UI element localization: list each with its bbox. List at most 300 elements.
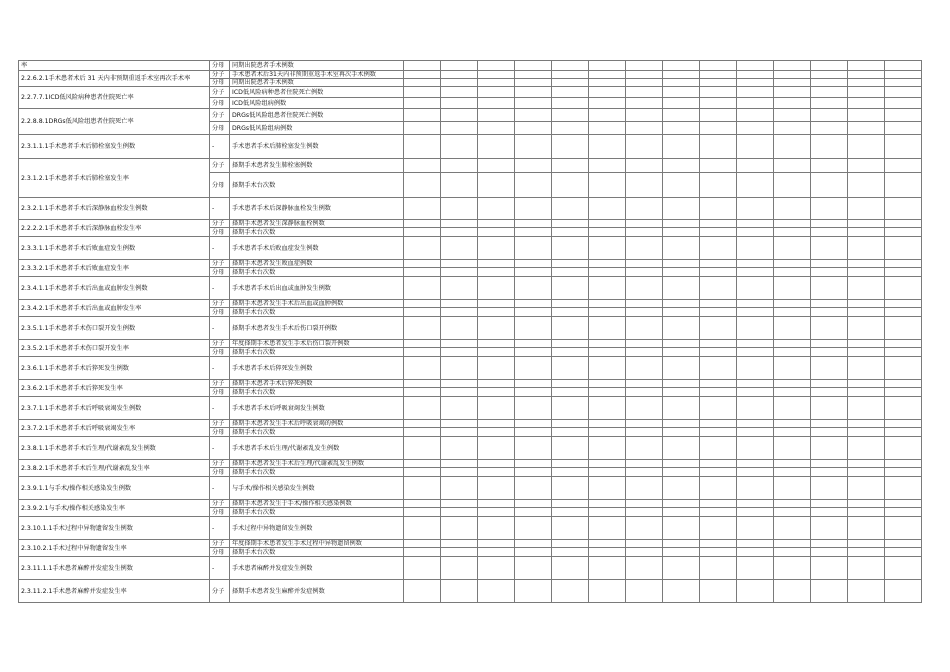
data-cell[interactable] bbox=[663, 300, 700, 308]
fraction-part-cell[interactable]: 分母 bbox=[210, 388, 230, 397]
data-cell[interactable] bbox=[700, 468, 737, 477]
data-cell[interactable] bbox=[441, 380, 478, 388]
data-cell[interactable] bbox=[441, 173, 478, 198]
data-cell[interactable] bbox=[737, 317, 774, 340]
data-cell[interactable] bbox=[811, 500, 848, 508]
data-cell[interactable] bbox=[441, 460, 478, 468]
data-cell[interactable] bbox=[589, 468, 626, 477]
data-cell[interactable] bbox=[700, 548, 737, 557]
data-cell[interactable] bbox=[515, 380, 552, 388]
data-cell[interactable] bbox=[478, 135, 515, 159]
data-cell[interactable] bbox=[663, 508, 700, 517]
data-cell[interactable] bbox=[589, 340, 626, 348]
data-cell[interactable] bbox=[441, 277, 478, 300]
data-cell[interactable] bbox=[848, 71, 885, 79]
data-cell[interactable] bbox=[626, 477, 663, 500]
data-cell[interactable] bbox=[885, 173, 922, 198]
data-cell[interactable] bbox=[589, 397, 626, 420]
data-cell[interactable] bbox=[404, 548, 441, 557]
indicator-cell[interactable]: 2.3.9.1.1与手术/操作相关感染发生例数 bbox=[19, 477, 210, 500]
data-cell[interactable] bbox=[774, 308, 811, 317]
data-cell[interactable] bbox=[441, 580, 478, 603]
data-cell[interactable] bbox=[663, 557, 700, 580]
data-cell[interactable] bbox=[404, 380, 441, 388]
data-cell[interactable] bbox=[552, 98, 589, 109]
data-cell[interactable] bbox=[885, 380, 922, 388]
data-cell[interactable] bbox=[774, 540, 811, 548]
data-cell[interactable] bbox=[515, 388, 552, 397]
data-cell[interactable] bbox=[441, 300, 478, 308]
data-cell[interactable] bbox=[478, 277, 515, 300]
data-cell[interactable] bbox=[626, 380, 663, 388]
data-cell[interactable] bbox=[885, 260, 922, 268]
data-cell[interactable] bbox=[552, 517, 589, 540]
data-cell[interactable] bbox=[589, 268, 626, 277]
data-cell[interactable] bbox=[663, 122, 700, 135]
data-cell[interactable] bbox=[441, 317, 478, 340]
data-cell[interactable] bbox=[626, 357, 663, 380]
data-cell[interactable] bbox=[737, 548, 774, 557]
data-cell[interactable] bbox=[848, 220, 885, 228]
data-cell[interactable] bbox=[552, 357, 589, 380]
data-cell[interactable] bbox=[589, 548, 626, 557]
description-cell[interactable]: DRGs低风险组患者住院死亡例数 bbox=[230, 109, 404, 122]
data-cell[interactable] bbox=[700, 159, 737, 173]
description-cell[interactable]: 手术患者手术后败血症发生例数 bbox=[230, 237, 404, 260]
data-cell[interactable] bbox=[737, 348, 774, 357]
data-cell[interactable] bbox=[663, 460, 700, 468]
data-cell[interactable] bbox=[478, 548, 515, 557]
fraction-part-cell[interactable]: 分母 bbox=[210, 548, 230, 557]
data-cell[interactable] bbox=[848, 300, 885, 308]
data-cell[interactable] bbox=[700, 98, 737, 109]
data-cell[interactable] bbox=[737, 109, 774, 122]
data-cell[interactable] bbox=[404, 237, 441, 260]
data-cell[interactable] bbox=[404, 540, 441, 548]
data-cell[interactable] bbox=[626, 87, 663, 98]
data-cell[interactable] bbox=[552, 71, 589, 79]
data-cell[interactable] bbox=[626, 228, 663, 237]
data-cell[interactable] bbox=[552, 437, 589, 460]
data-cell[interactable] bbox=[774, 517, 811, 540]
data-cell[interactable] bbox=[441, 340, 478, 348]
data-cell[interactable] bbox=[811, 477, 848, 500]
data-cell[interactable] bbox=[848, 79, 885, 87]
data-cell[interactable] bbox=[441, 477, 478, 500]
data-cell[interactable] bbox=[478, 300, 515, 308]
data-cell[interactable] bbox=[700, 79, 737, 87]
data-cell[interactable] bbox=[404, 260, 441, 268]
indicator-cell[interactable]: 2.3.11.2.1手术患者麻醉并发症发生率 bbox=[19, 580, 210, 603]
data-cell[interactable] bbox=[811, 380, 848, 388]
data-cell[interactable] bbox=[404, 508, 441, 517]
data-cell[interactable] bbox=[441, 557, 478, 580]
data-cell[interactable] bbox=[700, 268, 737, 277]
indicator-cell[interactable]: 2.2.8.8.1DRGs低风险组患者住院死亡率 bbox=[19, 109, 210, 135]
data-cell[interactable] bbox=[515, 79, 552, 87]
data-cell[interactable] bbox=[811, 357, 848, 380]
data-cell[interactable] bbox=[737, 228, 774, 237]
data-cell[interactable] bbox=[552, 540, 589, 548]
data-cell[interactable] bbox=[700, 348, 737, 357]
description-cell[interactable]: 手术患者麻醉并发症发生例数 bbox=[230, 557, 404, 580]
description-cell[interactable]: 择期手术患者发生手术后呼吸衰竭的例数 bbox=[230, 420, 404, 428]
data-cell[interactable] bbox=[885, 228, 922, 237]
data-cell[interactable] bbox=[774, 277, 811, 300]
data-cell[interactable] bbox=[811, 460, 848, 468]
data-cell[interactable] bbox=[737, 508, 774, 517]
data-cell[interactable] bbox=[626, 580, 663, 603]
description-cell[interactable]: 择期手术患者发生手术后出血或血肿例数 bbox=[230, 300, 404, 308]
data-cell[interactable] bbox=[848, 500, 885, 508]
data-cell[interactable] bbox=[848, 428, 885, 437]
data-cell[interactable] bbox=[626, 500, 663, 508]
data-cell[interactable] bbox=[589, 71, 626, 79]
data-cell[interactable] bbox=[885, 548, 922, 557]
data-cell[interactable] bbox=[626, 71, 663, 79]
data-cell[interactable] bbox=[441, 228, 478, 237]
indicator-cell[interactable]: 率 bbox=[19, 61, 210, 71]
data-cell[interactable] bbox=[811, 540, 848, 548]
data-cell[interactable] bbox=[589, 477, 626, 500]
data-cell[interactable] bbox=[441, 98, 478, 109]
data-cell[interactable] bbox=[848, 198, 885, 220]
fraction-part-cell[interactable]: 分子 bbox=[210, 159, 230, 173]
data-cell[interactable] bbox=[737, 198, 774, 220]
indicator-cell[interactable]: 2.3.8.1.1手术患者手术后生理/代谢紊乱发生例数 bbox=[19, 437, 210, 460]
data-cell[interactable] bbox=[737, 260, 774, 268]
data-cell[interactable] bbox=[515, 477, 552, 500]
indicator-cell[interactable]: 2.3.2.1.1手术患者手术后深静脉血栓发生例数 bbox=[19, 198, 210, 220]
description-cell[interactable]: 择期手术患者发生肺栓塞例数 bbox=[230, 159, 404, 173]
data-cell[interactable] bbox=[885, 540, 922, 548]
data-cell[interactable] bbox=[700, 87, 737, 98]
data-cell[interactable] bbox=[700, 477, 737, 500]
data-cell[interactable] bbox=[441, 109, 478, 122]
data-cell[interactable] bbox=[404, 437, 441, 460]
data-cell[interactable] bbox=[589, 228, 626, 237]
data-cell[interactable] bbox=[552, 228, 589, 237]
data-cell[interactable] bbox=[737, 340, 774, 348]
data-cell[interactable] bbox=[478, 122, 515, 135]
data-cell[interactable] bbox=[515, 468, 552, 477]
data-cell[interactable] bbox=[848, 420, 885, 428]
data-cell[interactable] bbox=[737, 460, 774, 468]
data-cell[interactable] bbox=[737, 61, 774, 71]
data-cell[interactable] bbox=[774, 109, 811, 122]
description-cell[interactable]: 手术患者术后31天内非预期重返手术室再次手术例数 bbox=[230, 71, 404, 79]
data-cell[interactable] bbox=[515, 437, 552, 460]
data-cell[interactable] bbox=[478, 340, 515, 348]
data-cell[interactable] bbox=[441, 437, 478, 460]
data-cell[interactable] bbox=[774, 159, 811, 173]
data-cell[interactable] bbox=[552, 317, 589, 340]
data-cell[interactable] bbox=[885, 79, 922, 87]
data-cell[interactable] bbox=[885, 437, 922, 460]
data-cell[interactable] bbox=[552, 79, 589, 87]
indicator-cell[interactable]: 2.3.7.2.1手术患者手术后呼吸衰竭发生率 bbox=[19, 420, 210, 437]
data-cell[interactable] bbox=[700, 388, 737, 397]
data-cell[interactable] bbox=[811, 437, 848, 460]
data-cell[interactable] bbox=[552, 420, 589, 428]
data-cell[interactable] bbox=[552, 198, 589, 220]
data-cell[interactable] bbox=[885, 388, 922, 397]
data-cell[interactable] bbox=[478, 357, 515, 380]
indicator-cell[interactable]: 2.3.6.1.1手术患者手术后猝死发生例数 bbox=[19, 357, 210, 380]
description-cell[interactable]: 同期出院患者手术例数 bbox=[230, 79, 404, 87]
data-cell[interactable] bbox=[811, 98, 848, 109]
fraction-part-cell[interactable]: 分子 bbox=[210, 87, 230, 98]
data-cell[interactable] bbox=[700, 198, 737, 220]
data-cell[interactable] bbox=[404, 308, 441, 317]
data-cell[interactable] bbox=[663, 198, 700, 220]
data-cell[interactable] bbox=[663, 397, 700, 420]
data-cell[interactable] bbox=[885, 300, 922, 308]
data-cell[interactable] bbox=[774, 468, 811, 477]
data-cell[interactable] bbox=[663, 540, 700, 548]
data-cell[interactable] bbox=[626, 159, 663, 173]
fraction-part-cell[interactable]: - bbox=[210, 357, 230, 380]
description-cell[interactable]: 择期手术台次数 bbox=[230, 348, 404, 357]
data-cell[interactable] bbox=[441, 517, 478, 540]
data-cell[interactable] bbox=[885, 397, 922, 420]
data-cell[interactable] bbox=[404, 300, 441, 308]
data-cell[interactable] bbox=[552, 260, 589, 268]
data-cell[interactable] bbox=[626, 122, 663, 135]
data-cell[interactable] bbox=[626, 340, 663, 348]
description-cell[interactable]: ICD低风险组病例数 bbox=[230, 98, 404, 109]
data-cell[interactable] bbox=[441, 308, 478, 317]
data-cell[interactable] bbox=[811, 340, 848, 348]
data-cell[interactable] bbox=[663, 260, 700, 268]
data-cell[interactable] bbox=[737, 122, 774, 135]
data-cell[interactable] bbox=[626, 268, 663, 277]
data-cell[interactable] bbox=[589, 437, 626, 460]
description-cell[interactable]: 手术过程中异物遗留发生例数 bbox=[230, 517, 404, 540]
data-cell[interactable] bbox=[848, 557, 885, 580]
data-cell[interactable] bbox=[515, 317, 552, 340]
data-cell[interactable] bbox=[478, 477, 515, 500]
data-cell[interactable] bbox=[811, 517, 848, 540]
data-cell[interactable] bbox=[478, 517, 515, 540]
data-cell[interactable] bbox=[737, 540, 774, 548]
data-cell[interactable] bbox=[626, 348, 663, 357]
data-cell[interactable] bbox=[848, 277, 885, 300]
data-cell[interactable] bbox=[552, 173, 589, 198]
data-cell[interactable] bbox=[848, 317, 885, 340]
data-cell[interactable] bbox=[811, 135, 848, 159]
indicator-cell[interactable]: 2.3.9.2.1与手术/操作相关感染发生率 bbox=[19, 500, 210, 517]
data-cell[interactable] bbox=[700, 428, 737, 437]
data-cell[interactable] bbox=[515, 557, 552, 580]
data-cell[interactable] bbox=[626, 388, 663, 397]
data-cell[interactable] bbox=[552, 397, 589, 420]
data-cell[interactable] bbox=[626, 135, 663, 159]
data-cell[interactable] bbox=[552, 477, 589, 500]
data-cell[interactable] bbox=[700, 357, 737, 380]
data-cell[interactable] bbox=[811, 220, 848, 228]
data-cell[interactable] bbox=[404, 420, 441, 428]
data-cell[interactable] bbox=[885, 340, 922, 348]
data-cell[interactable] bbox=[885, 468, 922, 477]
data-cell[interactable] bbox=[885, 477, 922, 500]
data-cell[interactable] bbox=[515, 357, 552, 380]
fraction-part-cell[interactable]: - bbox=[210, 317, 230, 340]
data-cell[interactable] bbox=[515, 159, 552, 173]
description-cell[interactable]: 择期手术台次数 bbox=[230, 268, 404, 277]
data-cell[interactable] bbox=[478, 173, 515, 198]
data-cell[interactable] bbox=[663, 340, 700, 348]
data-cell[interactable] bbox=[663, 348, 700, 357]
data-cell[interactable] bbox=[589, 317, 626, 340]
data-cell[interactable] bbox=[589, 500, 626, 508]
fraction-part-cell[interactable]: - bbox=[210, 397, 230, 420]
data-cell[interactable] bbox=[774, 548, 811, 557]
data-cell[interactable] bbox=[478, 260, 515, 268]
data-cell[interactable] bbox=[848, 468, 885, 477]
data-cell[interactable] bbox=[589, 557, 626, 580]
fraction-part-cell[interactable]: 分子 bbox=[210, 460, 230, 468]
indicator-cell[interactable]: 2.3.3.1.1手术患者手术后败血症发生例数 bbox=[19, 237, 210, 260]
data-cell[interactable] bbox=[404, 397, 441, 420]
data-cell[interactable] bbox=[663, 468, 700, 477]
data-cell[interactable] bbox=[885, 61, 922, 71]
data-cell[interactable] bbox=[848, 135, 885, 159]
data-cell[interactable] bbox=[774, 317, 811, 340]
data-cell[interactable] bbox=[774, 71, 811, 79]
data-cell[interactable] bbox=[626, 220, 663, 228]
data-cell[interactable] bbox=[478, 380, 515, 388]
data-cell[interactable] bbox=[404, 580, 441, 603]
data-cell[interactable] bbox=[848, 508, 885, 517]
indicator-cell[interactable]: 2.3.5.2.1手术患者手术伤口裂开发生率 bbox=[19, 340, 210, 357]
data-cell[interactable] bbox=[737, 220, 774, 228]
data-cell[interactable] bbox=[589, 580, 626, 603]
fraction-part-cell[interactable]: 分子 bbox=[210, 300, 230, 308]
indicator-cell[interactable]: 2.3.6.2.1手术患者手术后猝死发生率 bbox=[19, 380, 210, 397]
data-cell[interactable] bbox=[700, 228, 737, 237]
data-cell[interactable] bbox=[848, 61, 885, 71]
data-cell[interactable] bbox=[515, 173, 552, 198]
data-cell[interactable] bbox=[552, 268, 589, 277]
data-cell[interactable] bbox=[737, 300, 774, 308]
data-cell[interactable] bbox=[478, 79, 515, 87]
data-cell[interactable] bbox=[441, 198, 478, 220]
data-cell[interactable] bbox=[589, 159, 626, 173]
indicator-cell[interactable]: 2.2.6.2.1手术患者术后 31 天内非预期重返手术室再次手术率 bbox=[19, 71, 210, 87]
data-cell[interactable] bbox=[774, 98, 811, 109]
data-cell[interactable] bbox=[441, 237, 478, 260]
data-cell[interactable] bbox=[811, 300, 848, 308]
data-cell[interactable] bbox=[441, 420, 478, 428]
data-cell[interactable] bbox=[885, 122, 922, 135]
data-cell[interactable] bbox=[626, 437, 663, 460]
data-cell[interactable] bbox=[885, 98, 922, 109]
data-cell[interactable] bbox=[441, 268, 478, 277]
data-cell[interactable] bbox=[737, 277, 774, 300]
data-cell[interactable] bbox=[589, 460, 626, 468]
data-cell[interactable] bbox=[515, 268, 552, 277]
data-cell[interactable] bbox=[626, 428, 663, 437]
data-cell[interactable] bbox=[737, 397, 774, 420]
data-cell[interactable] bbox=[700, 135, 737, 159]
data-cell[interactable] bbox=[663, 357, 700, 380]
fraction-part-cell[interactable]: 分子 bbox=[210, 260, 230, 268]
data-cell[interactable] bbox=[811, 557, 848, 580]
data-cell[interactable] bbox=[663, 61, 700, 71]
data-cell[interactable] bbox=[478, 159, 515, 173]
data-cell[interactable] bbox=[700, 540, 737, 548]
data-cell[interactable] bbox=[515, 277, 552, 300]
data-cell[interactable] bbox=[737, 173, 774, 198]
data-cell[interactable] bbox=[626, 460, 663, 468]
data-cell[interactable] bbox=[885, 460, 922, 468]
data-cell[interactable] bbox=[552, 557, 589, 580]
data-cell[interactable] bbox=[663, 237, 700, 260]
data-cell[interactable] bbox=[515, 228, 552, 237]
data-cell[interactable] bbox=[811, 428, 848, 437]
data-cell[interactable] bbox=[700, 122, 737, 135]
data-cell[interactable] bbox=[774, 388, 811, 397]
data-cell[interactable] bbox=[737, 580, 774, 603]
data-cell[interactable] bbox=[700, 237, 737, 260]
data-cell[interactable] bbox=[885, 237, 922, 260]
data-cell[interactable] bbox=[663, 228, 700, 237]
data-cell[interactable] bbox=[478, 508, 515, 517]
data-cell[interactable] bbox=[589, 508, 626, 517]
indicator-cell[interactable]: 2.3.3.2.1手术患者手术后败血症发生率 bbox=[19, 260, 210, 277]
data-cell[interactable] bbox=[774, 260, 811, 268]
data-cell[interactable] bbox=[552, 159, 589, 173]
data-cell[interactable] bbox=[478, 437, 515, 460]
indicator-cell[interactable]: 2.3.4.2.1手术患者手术后出血或血肿发生率 bbox=[19, 300, 210, 317]
data-cell[interactable] bbox=[774, 173, 811, 198]
indicator-cell[interactable]: 2.2.2.2.1手术患者手术后深静脉血栓发生率 bbox=[19, 220, 210, 237]
data-cell[interactable] bbox=[663, 220, 700, 228]
data-cell[interactable] bbox=[700, 173, 737, 198]
data-cell[interactable] bbox=[404, 388, 441, 397]
data-cell[interactable] bbox=[737, 159, 774, 173]
data-cell[interactable] bbox=[441, 260, 478, 268]
data-cell[interactable] bbox=[885, 268, 922, 277]
data-cell[interactable] bbox=[737, 388, 774, 397]
data-cell[interactable] bbox=[663, 477, 700, 500]
data-cell[interactable] bbox=[515, 71, 552, 79]
data-cell[interactable] bbox=[478, 71, 515, 79]
data-cell[interactable] bbox=[737, 517, 774, 540]
data-cell[interactable] bbox=[552, 135, 589, 159]
data-cell[interactable] bbox=[589, 173, 626, 198]
data-cell[interactable] bbox=[811, 109, 848, 122]
indicator-cell[interactable]: 2.3.10.1.1手术过程中异物遗留发生例数 bbox=[19, 517, 210, 540]
data-cell[interactable] bbox=[441, 61, 478, 71]
data-cell[interactable] bbox=[441, 159, 478, 173]
data-cell[interactable] bbox=[552, 300, 589, 308]
data-cell[interactable] bbox=[404, 468, 441, 477]
data-cell[interactable] bbox=[700, 340, 737, 348]
data-cell[interactable] bbox=[700, 420, 737, 428]
fraction-part-cell[interactable]: 分母 bbox=[210, 61, 230, 71]
data-cell[interactable] bbox=[515, 500, 552, 508]
fraction-part-cell[interactable]: - bbox=[210, 517, 230, 540]
description-cell[interactable]: 择期手术患者手术后猝死例数 bbox=[230, 380, 404, 388]
data-cell[interactable] bbox=[774, 340, 811, 348]
data-cell[interactable] bbox=[626, 308, 663, 317]
data-cell[interactable] bbox=[404, 79, 441, 87]
data-cell[interactable] bbox=[404, 517, 441, 540]
fraction-part-cell[interactable]: 分母 bbox=[210, 79, 230, 87]
data-cell[interactable] bbox=[737, 98, 774, 109]
